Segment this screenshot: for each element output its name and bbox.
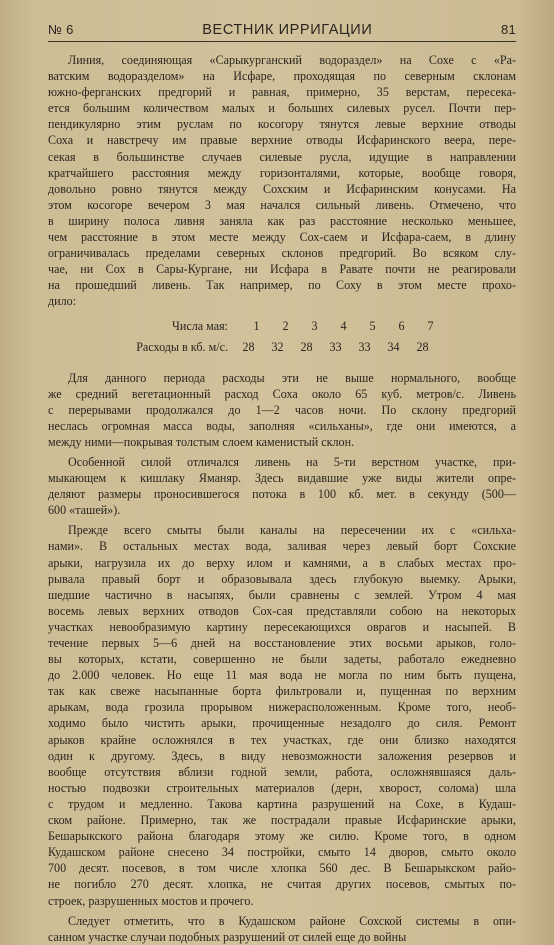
discharge-cell: 28: [300, 339, 313, 354]
text-line: ходимо было чистить арыки, прочищенные незадолго до силя. Ремонт: [48, 716, 516, 731]
text-line: Бешарыкского района благодаря этому же силю. Кроме того, в одном: [48, 829, 516, 844]
paragraph-4: [48, 522, 516, 908]
text-line: один к другому. Здесь, в виду невозможности заложения резервов и: [48, 748, 516, 763]
text-line: на прошедший ливень. Так например, по Соху в этом месте прохо-: [48, 278, 516, 293]
paragraph-2: [48, 370, 516, 450]
text-line: ском районе. Примерно, так же пострадали правые Исфаринские арыки,: [48, 813, 516, 828]
paragraph-1: [48, 52, 516, 310]
text-line: неслась огромная масса воды, заполняя «сильханы», где они имеются, а: [48, 418, 516, 433]
text-line: шедшие частично в насыпях, были сравнены с землей. Утром 4 мая: [48, 587, 516, 602]
text-line: ностью подвозки строительных материалов (дерн, хворост, солома) шла: [48, 780, 516, 795]
text-line: Особенной силой отличался ливень на 5-ти верстном участке, при-: [68, 454, 516, 469]
text-line: секая в большинстве случаев силевые русла, идущие в направлении: [48, 149, 516, 164]
text-line: дило:: [48, 294, 77, 309]
text-line: арыков крайне осложнялся в тех участках, где они близко находятся: [48, 732, 516, 747]
text-line: кратчайшего расстояния между горизонталями, которые, вообще говоря,: [48, 165, 516, 180]
text-line: деляют размеры проносившегося потока в 100 кб. мет. в секунду (500—: [48, 487, 516, 502]
issue-number: № 6: [48, 22, 74, 37]
running-header: [48, 22, 516, 42]
text-line: строек, разрушенных мостов и прочего.: [48, 893, 254, 908]
text-line: южно-ферганских предгорий и равная, примерно, 35 верстам, пересека-: [48, 85, 516, 100]
discharge-table: [48, 318, 516, 360]
date-cell: 4: [340, 318, 347, 333]
text-line: Прежде всего смыты были каналы на пересечении их с «сильха-: [68, 523, 516, 538]
text-line: чае, ни Сох в Сары-Кургане, ни Исфара в Равате почти не реагировали: [48, 262, 516, 277]
discharge-cell: 33: [329, 339, 342, 354]
text-line: рывала правый борт и образовывала здесь глубокую выемку. Арыки,: [48, 571, 516, 586]
text-line: ватским водоразделом» на Исфаре, проходящая по северным склонам: [48, 69, 516, 84]
text-line: вообще отсутствия вблизи годной земли, работа, осложнявшаяся даль-: [48, 764, 516, 779]
date-cell: 2: [282, 318, 289, 333]
discharge-cell: 32: [271, 339, 284, 354]
text-line: мыкающем к кишлаку Яманяр. Здесь видавшие уже виды жители опре-: [48, 471, 516, 486]
table-row-discharge: [48, 339, 516, 360]
text-line: довольно ровно тянутся между Сохским и Исфаринским конусами. На: [48, 181, 516, 196]
date-cell: 3: [311, 318, 318, 333]
text-line: с трудом и медленно. Такова картина разрушений на Сохе, в Кудаш-: [48, 796, 516, 811]
discharge-cell: 28: [242, 339, 255, 354]
text-line: Кудашском районе снесено 34 постройки, смыто 14 дворов, смыто около: [48, 845, 516, 860]
discharge-cell: 28: [416, 339, 429, 354]
text-line: ется большим количеством малых и больших силевых русел. Почти пер-: [48, 101, 516, 116]
text-line: арыки, нагрузила их до верху илом и камнями, а в слабых местах про-: [48, 555, 516, 570]
text-line: восемь левых верхних отводов Сох-сая представляли собою на некоторых: [48, 603, 516, 618]
text-line: до 2.000 человек. Но еще 11 мая вода не могла по ним быть пущена,: [48, 668, 516, 683]
text-line: Соха и навстречу им правые верхние отводы Исфаринского веера, пере-: [48, 133, 516, 148]
text-line: чем расстояние в этом месте между Сох-саем и Исфара-саем, в длину: [48, 230, 516, 245]
text-line: санном участке случаи подобных разрушений от силей еще до войны: [48, 929, 407, 944]
text-line: между ними—покрывая толстым слоем каменистый склон.: [48, 434, 355, 449]
text-line: же средний вегетационный расход Соха около 65 куб. метров/с. Ливень: [48, 386, 516, 401]
page-number: 81: [500, 22, 516, 37]
text-line: течение первых 5—6 дней на восстановление этих восьми арыков, голо-: [48, 636, 516, 650]
date-cell: 5: [369, 318, 376, 333]
text-line: Следует отметить, что в Кудашском районе Сохской системы в опи-: [68, 913, 516, 928]
discharge-cell: 34: [387, 339, 400, 354]
article-body: [48, 52, 516, 945]
text-line: пендикулярно этим руслам по косогору тянутся левые верхние отводы: [48, 117, 516, 132]
text-line: 700 десят. посевов, в том числе хлопка 560 дес. В Бешарыкском райо-: [48, 861, 516, 876]
discharge-label: Расходы в кб. м/с.: [136, 339, 228, 354]
text-line: этом косогоре вечером 3 мая начался сильный ливень. Отмечено, что: [48, 197, 516, 212]
date-cell: 7: [427, 318, 434, 333]
date-cell: 6: [398, 318, 405, 333]
table-row-dates: [48, 318, 516, 339]
discharge-values: [234, 339, 437, 355]
text-line: участках невообразимую картину пересекающихся оврагов и насыпей. В: [48, 619, 516, 634]
text-line: арыкам, вода грозила прорывом нижерасположенным. Кроме того, необ-: [48, 700, 516, 715]
dates-values: [234, 318, 445, 334]
text-line: Для данного периода расходы эти не выше нормального, вообще: [68, 370, 516, 385]
date-cell: 1: [253, 318, 260, 333]
text-line: с перерывами продолжался до 1—2 часов ночи. По склону предгорий: [48, 402, 516, 417]
paragraph-5: [48, 913, 516, 945]
journal-title: ВЕСТНИК ИРРИГАЦИИ: [202, 22, 373, 38]
paragraph-3: [48, 454, 516, 518]
dates-label: Числа мая:: [172, 318, 228, 333]
text-line: вы которых, кстати, совершенно не были задеты, работало ежедневно: [48, 652, 516, 667]
text-line: так как свеже насыпанные борта фильтровали и, пущенная по верхним: [48, 684, 516, 699]
text-line: Линия, соединяющая «Сарыкурганский водораздел» на Сохе с «Ра-: [68, 53, 516, 67]
text-line: 600 «ташей»).: [48, 503, 121, 518]
text-line: ограничивалась пределами северных склонов предгорий. Во всяком слу-: [48, 246, 516, 261]
text-line: нами». В остальных местах вода, заливая через левый борт Сохские: [48, 539, 516, 554]
text-line: в ширину полоса ливня заняла как раз расстояние несколько меньшее,: [48, 213, 516, 228]
discharge-cell: 33: [358, 339, 371, 354]
text-line: не погибло 270 десят. хлопка, не считая других посевов, смытых по-: [48, 877, 516, 892]
